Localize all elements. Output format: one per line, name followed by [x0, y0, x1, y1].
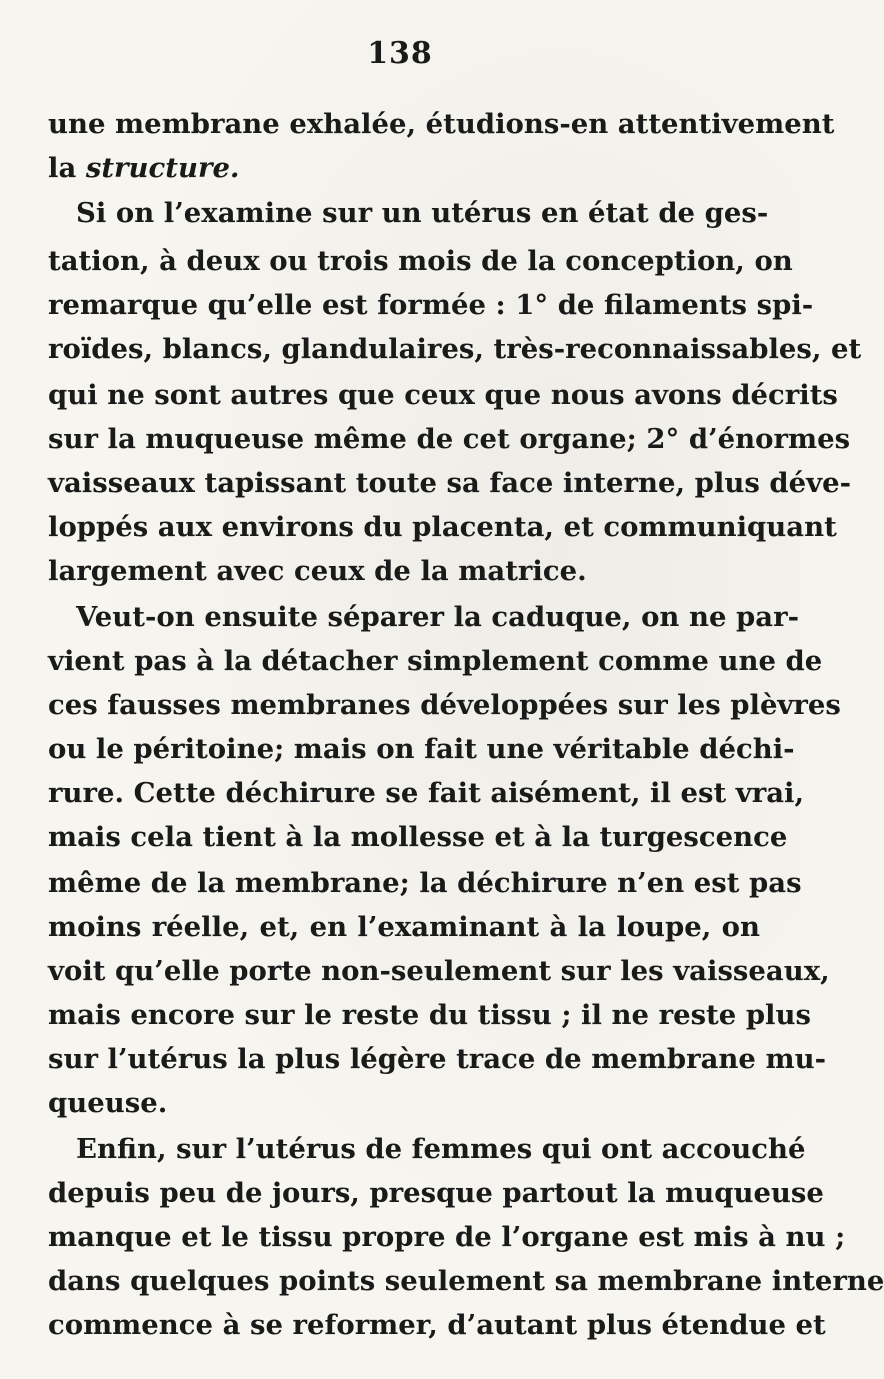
text-line-content: vaisseaux tapissant toute sa face interne, plus déve-	[48, 467, 851, 499]
text-line	[76, 190, 769, 236]
text-line-content: depuis peu de jours, presque partout la muqueuse	[48, 1177, 824, 1209]
text-line-content: manque et le tissu propre de l’organe est mis à nu ;	[48, 1221, 846, 1253]
text-line-content: moins réelle, et, en l’examinant à la loupe, on	[48, 911, 760, 943]
text-line-content: qui ne sont autres que ceux que nous avons décrits	[48, 379, 838, 411]
text-line-content: rure. Cette déchirure se fait aisément, il est vrai,	[48, 777, 805, 809]
text-line-content: tation, à deux ou trois mois de la conception, on	[48, 245, 793, 277]
text-line	[48, 282, 814, 328]
text-line-content: Enfin, sur l’utérus de femmes qui ont accouché	[76, 1133, 806, 1165]
text-line	[48, 460, 851, 506]
text-line-content: mais encore sur le reste du tissu ; il ne reste plus	[48, 999, 811, 1031]
text-line	[48, 904, 760, 950]
text-line	[48, 326, 862, 372]
text-line	[48, 145, 760, 191]
text-line	[48, 860, 802, 906]
text-line	[48, 1080, 760, 1126]
text-line-content: la	[48, 152, 86, 184]
page-number: 138	[367, 36, 433, 71]
text-line	[48, 1302, 826, 1348]
text-line	[48, 372, 838, 418]
text-line	[76, 594, 800, 640]
text-line-content: une membrane exhalée, étudions-en attentivement	[48, 108, 835, 140]
text-line	[48, 638, 823, 684]
text-line	[48, 682, 841, 728]
text-line	[48, 1214, 846, 1260]
text-line-content: même de la membrane; la déchirure n’en est pas	[48, 867, 802, 899]
text-line	[48, 1170, 824, 1216]
text-line-content: dans quelques points seulement sa membrane interne	[48, 1265, 884, 1297]
text-line	[48, 1036, 827, 1082]
text-line-content: largement avec ceux de la matrice.	[48, 555, 587, 587]
text-line-content: loppés aux environs du placenta, et communiquant	[48, 511, 837, 543]
text-line	[48, 770, 805, 816]
text-line-content: sur la muqueuse même de cet organe; 2° d’énormes	[48, 423, 851, 455]
text-line	[48, 238, 793, 284]
text-line	[48, 992, 811, 1038]
text-line-content: vient pas à la détacher simplement comme une de	[48, 645, 823, 677]
text-line	[48, 504, 837, 550]
text-line-content: ou le péritoine; mais on fait une véritable déchi-	[48, 733, 795, 765]
text-line-content: sur l’utérus la plus légère trace de membrane mu-	[48, 1043, 827, 1075]
text-line-content: Veut-on ensuite séparer la caduque, on ne par-	[76, 601, 800, 633]
text-line	[48, 726, 795, 772]
text-line	[48, 416, 851, 462]
text-line-content: commence à se reformer, d’autant plus étendue et	[48, 1309, 826, 1341]
text-line	[48, 548, 760, 594]
text-line-content: queuse.	[48, 1087, 168, 1119]
text-line-content: remarque qu’elle est formée : 1° de filaments spi-	[48, 289, 814, 321]
text-line	[76, 1126, 806, 1172]
text-line-content: Si on l’examine sur un utérus en état de ges-	[76, 197, 769, 229]
text-line-content: ces fausses membranes développées sur les plèvres	[48, 689, 841, 721]
text-line	[48, 101, 835, 147]
text-line	[48, 1258, 884, 1304]
text-line	[48, 948, 830, 994]
italic-word: structure.	[85, 152, 240, 184]
text-line-content: roïdes, blancs, glandulaires, très-reconnaissables, et	[48, 333, 862, 365]
text-line	[48, 814, 788, 860]
text-line-content: mais cela tient à la mollesse et à la turgescence	[48, 821, 788, 853]
text-line-content: voit qu’elle porte non-seulement sur les vaisseaux,	[48, 955, 830, 987]
